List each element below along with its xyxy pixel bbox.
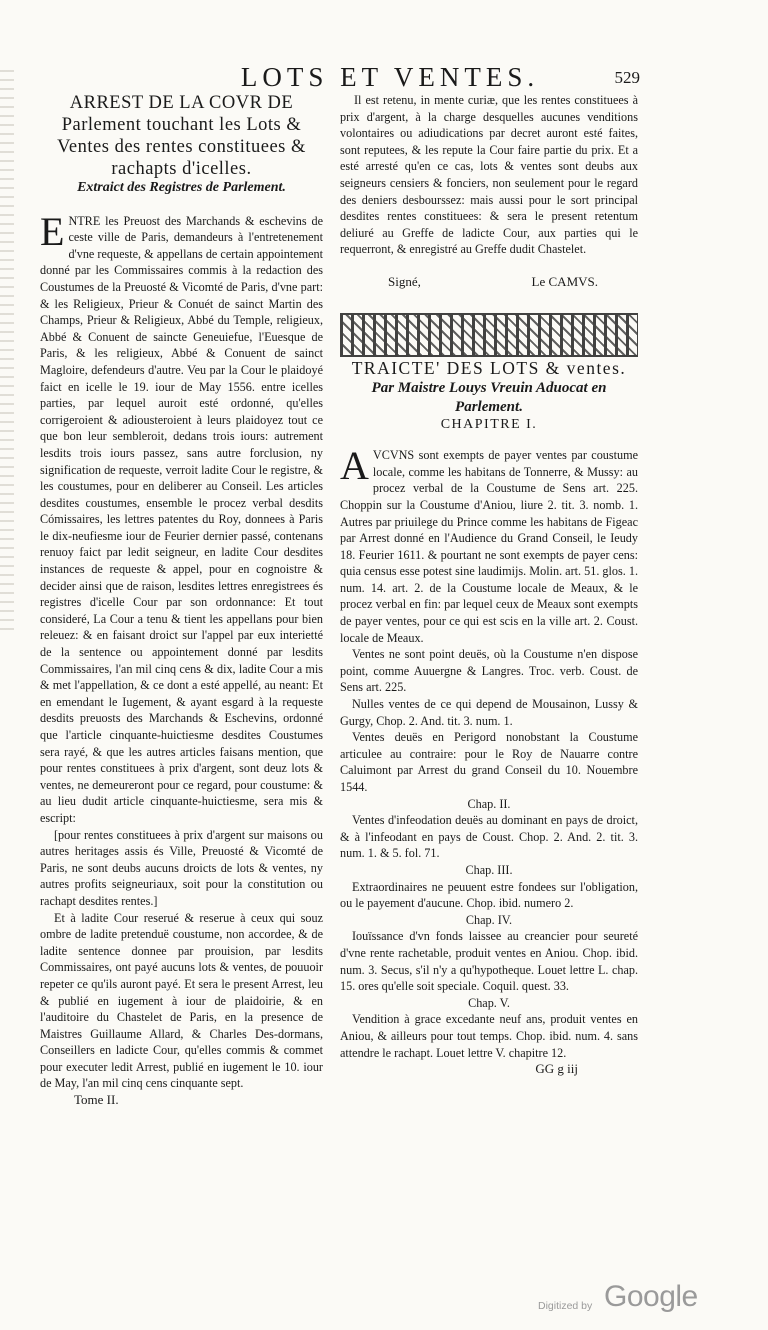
signe-label: Signé, (388, 273, 421, 289)
chapter-paragraph (340, 443, 638, 646)
dropcap-letter: A (340, 443, 369, 489)
decorative-band (340, 313, 638, 357)
running-title: LOTS ET VENTES. (240, 62, 540, 92)
left-column (40, 92, 323, 1109)
chapter-heading: Chap. IV. (465, 912, 513, 927)
retentum-paragraph: Il est retenu, in mente curiæ, que les rentes constituees à prix d'argent, à la charge desquelles aucunes venditions volontaires ou adiudications par decret auront esté faites, sont reputees, & les repute la Cour faire partie du prix. Et a esté arresté qu'en ce cas, lots & ventes sont deubs aux seigneurs censiers & fonciers, non seulement pour le regard des deniers desbourssez: mais aussi pour le sort principal desdites rentes constituees: & sera le present retentum deliuré au Greffe de ladicte Cour, aux parties qui le requerront, & enregistré au Greffe dudit Chastelet. (340, 93, 638, 257)
watermark-small-text: Digitized by (538, 1300, 593, 1312)
treatise-title: TRAICTE' DES LOTS & ventes. (351, 357, 627, 378)
chapter-heading: Chap. V. (468, 995, 510, 1010)
chapter-heading: Chap. III. (465, 862, 513, 877)
right-column (340, 92, 638, 1078)
arrest-paragraph: [pour rentes constituees à prix d'argent sur maisons ou autres heritages assis és Ville, Preuosté & Vicomté de Paris, ne sont deubs aucuns droicts de lots & ventes, ny autres profits seigneuriaux, soit pour la constitution ou rachapt desdites rentes.] (40, 827, 323, 908)
chapter-title: CHAPITRE I. (440, 416, 538, 432)
chapter-paragraph: Iouïssance d'vn fonds laissee au creancier pour seureté d'vne rente rachetable, produit ventes en Aniou. Chop. ibid. num. 3. Secus, s'il n'y a qu'hypotheque. Louet lettre L. chap. 15. ores qu'elle soit speciale. Coquil. quest. 33. (340, 929, 638, 994)
arrest-title: ARREST DE LA COVR DE Parlement touchant les Lots & Ventes des rentes constituees & rachapts d'icelles. (57, 93, 306, 179)
chapter-paragraph: Extraordinaires ne peuuent estre fondees sur l'obligation, ou le payement d'aucune. Chop. ibid. numero 2. (340, 879, 638, 911)
chapter-paragraph: Nulles ventes de ce qui depend de Mousainon, Lussy & Gurgy, Chop. 2. And. tit. 3. num. 1. (340, 697, 638, 728)
digitized-watermark (538, 1280, 738, 1320)
author-line: Par Maistre Louys Vreuin Aduocat en Parlement. (371, 379, 607, 415)
arrest-body (40, 208, 323, 1109)
chapter-paragraph-text: VCVNS sont exempts de payer ventes par coustume locale, comme les habitans de Tonnerre, & Mussy: au procez verbal de la Coustume de Sens art. 225. Choppin sur la Coustume d'Aniou, liure 2. tit. 3. nomb. 1. Autres par priuilege du Prince comme les habitans de Figeac par Arrest donné en l'Audience du Grand Conseil, le Ieudy 18. Feurier 1611. & pourtant ne sont exempts de payer cens: quia census esse potest sine laudimijs. Molin. art. 51. glos. 1. num. 14. art. 2. de la Coustume locale de Meaux, & le procez verbal en fin: par lequel ceux de Meaux sont exempts de payer ventes, pour ce qui est scis en la ville art. 2. Coust. locale de Meaux. (340, 448, 638, 645)
adjacent-page-edge (0, 70, 14, 630)
arrest-paragraph-text: NTRE les Preuost des Marchands & eschevins de ceste ville de Paris, demandeurs à l'entretenement d'vne requeste, & appellans de certain appointement donné par les Commissaires commis à la redaction des Coustumes de la Preuosté & Vicomté de Paris, d'vne part: & les Religieux, Prieur & Conuét de sainct Martin des Champs, Prieur & Religieux, Abbé du Temple, religieux, Abbé & Conuent de saincte Geneuiefue, l'Euesque de Paris, & les religieux, Abbé & Conuent de sainct Magloire, defendeurs d'autre. Veu par la Cour le plaidoyé faict en icelle le 19. iour de May 1556. entre icelles parties, par lequel auroit esté ordonné, qu'elles corrigeroient & adiousteroient à leurs plaidoyez tout ce que bon leur sembleroit, dedans trois iours: autrement lesdits trois iours passez, sans autre forclusion, ny signification de requeste, verroit ladite Cour le registre, & les coustumes, pour en deliberer au Conseil. Les articles desdites coustumes, ensemble le procez verbal desdits Cómissaires, les lettres patentes du Roy, donnees à Paris le dix-neufiesme iour de Feurier dernier passé, contenans renuoy faict par ledit seigneur, en ladite Cour desdites instances de requeste & appel, pour en cognoistre & decider ainsi que de raison, lesdites lettres enregistrees és registres d'icelle Cour par son ordonnance: Et tout consideré, La Cour a tenu & tient les appellans pour bien releuez: & en faisant droict sur l'appel par eux interietté de la sentence ou appointement donné par lesdits Commissaires, l'an mil cinq cens & dix, ladite Cour a mis & met l'appellation, & ce dont a esté appellé, au neant: Et en emendant le Iugement, & ayant esgard à la requeste desdits preuosts des Marchands & Eschevins, ordonné que l'article cinquante-huictiesme desdites Coustumes sera rayé, & que les autres articles faisans mention, que pour rentes constituees à prix d'argent, sont deuz lots & ventes, ne demeureront pour ce regard, pour coustume: & au lieu dudit article cinquante-huictiesme, sera mis & escript: (40, 213, 323, 825)
arrest-paragraph (40, 208, 323, 827)
chapter-heading: Chap. II. (467, 796, 511, 811)
tome-label: Tome II. (74, 1092, 119, 1108)
signature-mark: GG g iij (535, 1061, 578, 1077)
extrait-heading: Extraict des Registres de Parlement. (77, 180, 286, 195)
google-logo-text: Google (604, 1280, 698, 1313)
signature-line (340, 274, 638, 291)
chapter-paragraph: Ventes ne sont point deuës, où la Coustume n'en dispose point, comme Auuergne & Langres. Troc. verb. Coust. de Sens art. 225. (340, 647, 638, 695)
treatise-body (340, 443, 638, 1078)
arrest-paragraph: Et à ladite Cour reserué & reserue à ceux qui souz ombre de ladite pretenduë coustume, non accordee, & de ladite sentence donnee par prouision, par lesdits Commissaires, ont payé aucuns lots & ventes, de pouuoir repeter ce qu'ils auront payé. Et sera le present Arrest, leu & publié en iugement à iour de plaidoirie, & en l'auditoire du Chastelet de Paris, en la presence de Maistres Guillaume Allard, & Charles Des-dormans, Conseillers en ladicte Cour, qu'elles commis & commet pour executer ledit Arrest, publié en iugement le 10. iour de May, l'an mil cinq cens cinquante sept. (40, 910, 323, 1091)
chapter-paragraph: Ventes deuës en Perigord nonobstant la Coustume articulee au contraire: pour le Roy de Nauarre contre Caluimont par Arrest du grand Conseil du 10. Nouembre 1544. (340, 730, 638, 794)
chapter-paragraph: Ventes d'infeodation deuës au dominant en pays de droict, & à l'infeodant en pays de Coust. Chop. 2. And. 2. tit. 3. num. 1. & 5. fol. 71. (340, 813, 638, 861)
dropcap-letter: E (40, 208, 65, 254)
signer-name: Le CAMVS. (531, 273, 598, 289)
chapter-paragraph: Vendition à grace excedante neuf ans, produit ventes en Aniou, & ailleurs pour tout temps. Chop. ibid. num. 4. sans attendre le rachapt. Louet lettre V. chapitre 12. (340, 1012, 638, 1060)
page-number: 529 (614, 68, 640, 87)
